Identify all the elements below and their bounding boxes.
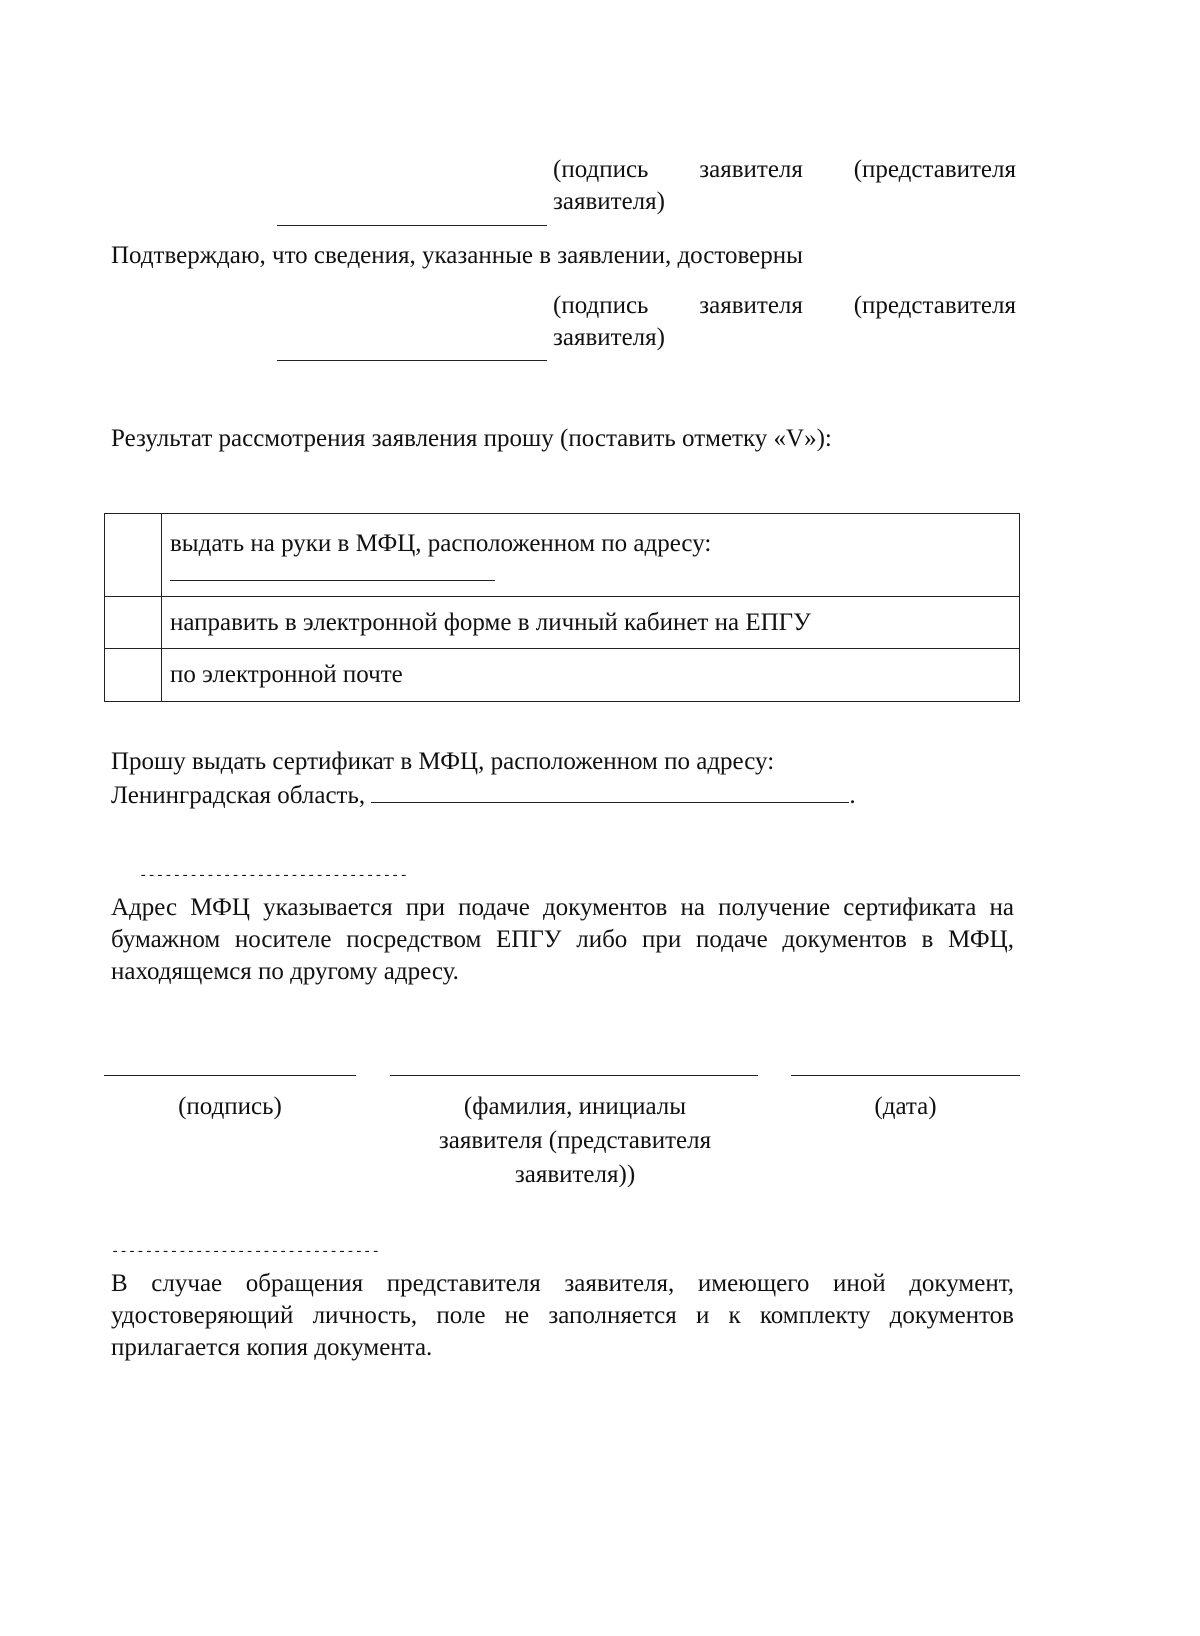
issue-request-line1: Прошу выдать сертификат в МФЦ, расположенном по адресу: (111, 748, 775, 775)
option-row (105, 597, 1020, 649)
issue-address-field[interactable] (371, 778, 849, 803)
option-checkbox-mfc[interactable] (105, 514, 162, 597)
final-signature-line[interactable] (104, 1075, 356, 1076)
signature-line-1[interactable] (277, 225, 547, 226)
option-cell (162, 597, 1020, 649)
option-row (105, 649, 1020, 702)
footnote-2: В случае обращения представителя заявителя, имеющего иной документ, удостоверяющий личность, поле не заполняется и к комплекту документов прилагается копия документа. (111, 1270, 1014, 1361)
issue-request-line2 (111, 778, 1011, 812)
final-name-caption: (фамилия, инициалы заявителя (представителя заявителя)) (438, 1093, 712, 1188)
final-name-line[interactable] (390, 1075, 758, 1076)
option-row (105, 514, 1020, 597)
region-prefix: Ленинградская область, (111, 782, 366, 809)
signature-caption-2: (подпись заявителя (представителя заявителя) (553, 292, 1016, 351)
option-label-epgu: направить в электронной форме в личный кабинет на ЕПГУ (170, 609, 811, 636)
signature-line-2[interactable] (277, 360, 547, 361)
result-heading: Результат рассмотрения заявления прошу (поставить отметку «V»): (111, 425, 832, 452)
signature-caption-1: (подпись заявителя (представителя заявителя) (553, 156, 1016, 215)
footnote-separator-2: -------------------------------- (111, 1244, 380, 1260)
footnote-1: Адрес МФЦ указывается при подаче документов на получение сертификата на бумажном носителе посредством ЕПГУ либо при подаче документов в МФЦ, находящемся по другому адресу. (111, 894, 1014, 985)
issue-request (111, 746, 1011, 812)
confirmation-text: Подтверждаю, что сведения, указанные в заявлении, достоверны (111, 242, 803, 269)
option-cell (162, 514, 1020, 597)
final-date-line[interactable] (791, 1075, 1020, 1076)
delivery-options-table (104, 513, 1020, 702)
final-date-caption: (дата) (874, 1093, 937, 1120)
mfc-address-field[interactable] (170, 580, 495, 581)
final-signature-caption: (подпись) (178, 1093, 282, 1120)
footnote-separator-1: -------------------------------- (139, 868, 408, 884)
option-cell (162, 649, 1020, 702)
period: . (849, 782, 856, 809)
option-label-email: по электронной почте (170, 661, 403, 688)
option-checkbox-epgu[interactable] (105, 597, 162, 649)
option-checkbox-email[interactable] (105, 649, 162, 702)
option-label-mfc: выдать на руки в МФЦ, расположенном по адресу: (170, 530, 712, 557)
